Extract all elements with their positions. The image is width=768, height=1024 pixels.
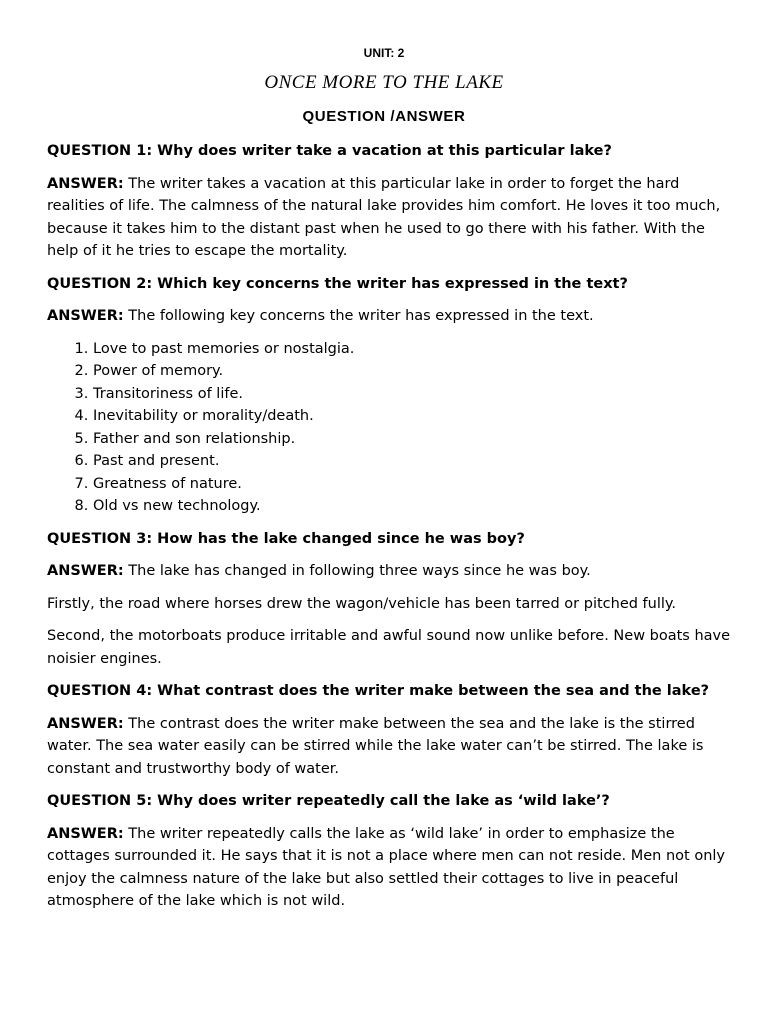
list-item: 6. Past and present. bbox=[93, 450, 737, 473]
question-3: QUESTION 3: How has the lake changed since he was boy? bbox=[47, 530, 525, 547]
list-item: 8. Old vs new technology. bbox=[93, 495, 737, 518]
unit-heading: UNIT: 2 bbox=[363, 46, 405, 60]
answer-3-paragraph-2: Second, the motorboats produce irritable and awful sound now unlike before. New boats have noisier engines. bbox=[47, 628, 731, 667]
question-2: QUESTION 2: Which key concerns the writer has expressed in the text? bbox=[47, 275, 628, 292]
answer-5-text: The writer repeatedly calls the lake as ‘wild lake’ in order to emphasize the cottages surrounded it. He says that it is not a place where men can not reside. Men not only enjoy the calmness nature of the lake but also settled their cottages to live in peaceful atmosphere of the lake which is not wild. bbox=[47, 825, 726, 909]
answer-3-text: The lake has changed in following three ways since he was boy. bbox=[123, 563, 591, 579]
answer-3 bbox=[47, 560, 737, 583]
document-title: ONCE MORE TO THE LAKE bbox=[264, 72, 504, 93]
list-item: 3. Transitoriness of life. bbox=[93, 383, 737, 406]
answer-label: ANSWER: bbox=[47, 715, 124, 732]
document-body bbox=[47, 140, 737, 923]
question-1: QUESTION 1: Why does writer take a vacation at this particular lake? bbox=[47, 143, 612, 159]
answer-1 bbox=[47, 173, 737, 263]
answer-2-text: The following key concerns the writer has expressed in the text. bbox=[123, 308, 594, 324]
answer-label: ANSWER: bbox=[47, 825, 124, 842]
answer-4 bbox=[47, 713, 737, 781]
answer-4-text: The contrast does the writer make between the sea and the lake is the stirred water. The sea water easily can be stirred while the lake water can’t be stirred. The lake is constant and trustworthy body of water. bbox=[47, 715, 704, 777]
answer-2 bbox=[47, 305, 737, 328]
answer-label: ANSWER: bbox=[47, 175, 124, 192]
section-subtitle: QUESTION /ANSWER bbox=[302, 108, 466, 125]
question-5: QUESTION 5: Why does writer repeatedly call the lake as ‘wild lake’? bbox=[47, 793, 610, 809]
answer-label: ANSWER: bbox=[47, 563, 124, 579]
list-item: 7. Greatness of nature. bbox=[93, 473, 737, 496]
key-concerns-list bbox=[47, 338, 737, 518]
answer-label: ANSWER: bbox=[47, 308, 124, 324]
question-4: QUESTION 4: What contrast does the writer make between the sea and the lake? bbox=[47, 683, 710, 699]
list-item: 5. Father and son relationship. bbox=[93, 428, 737, 451]
answer-1-text: The writer takes a vacation at this particular lake in order to forget the hard realities of life. The calmness of the natural lake provides him comfort. He loves it too much, because it takes him to the distant past when he used to go there with his father. With the help of it he tries to escape the mortality. bbox=[47, 175, 721, 259]
list-item: 4. Inevitability or morality/death. bbox=[93, 405, 737, 428]
answer-5 bbox=[47, 823, 737, 913]
answer-3-paragraph-1: Firstly, the road where horses drew the wagon/vehicle has been tarred or pitched fully. bbox=[47, 595, 677, 612]
list-item: 2. Power of memory. bbox=[93, 360, 737, 383]
list-item: 1. Love to past memories or nostalgia. bbox=[93, 338, 737, 361]
